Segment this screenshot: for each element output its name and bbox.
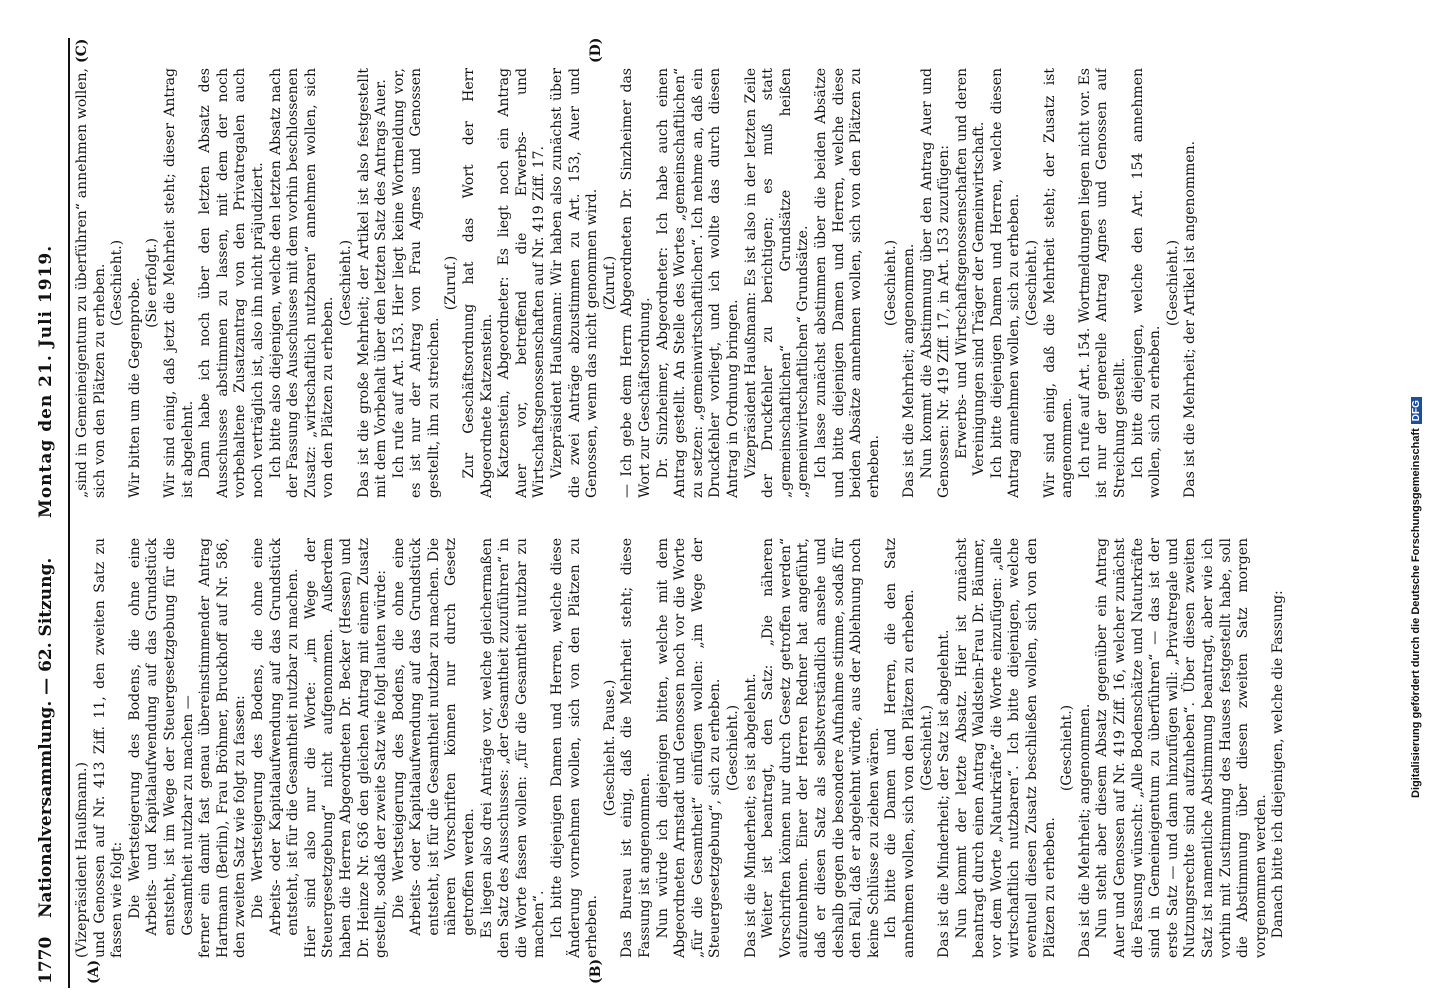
paragraph: Zur Geschäftsordnung hat das Wort der Herr Abgeordnete Katzenstein. — [461, 68, 495, 498]
dfg-logo: DFG — [1411, 397, 1422, 424]
paragraph: Das ist die Minderheit; der Satz ist abgelehnt. — [936, 629, 953, 958]
paragraph: Ich bitte die Damen und Herren, die den Satz annehmen wollen, sich von den Plätzen zu erheben. — [883, 538, 917, 958]
stage-direction: (Geschieht.) — [1059, 704, 1076, 792]
paragraph: Ich lasse zunächst abstimmen über die beiden Absätze und bitte diejenigen Damen und Herren, welche diese beiden Absätze annehmen wollen, sich von den Plätzen zu erheben. — [812, 68, 882, 498]
paragraph: Wir sind einig, daß jetzt die Mehrheit steht; dieser Antrag ist abgelehnt. — [161, 68, 196, 498]
paragraph: Das ist die Mehrheit; der Artikel ist angenommen. — [1182, 140, 1199, 498]
stage-direction: (Geschieht. Pause.) — [601, 679, 618, 817]
paragraph: Nun steht aber diesem Absatz gegenüber ein Antrag Auer und Genossen auf Nr. 419 Ziff. 16, welcher zunächst die Fassung wünscht: „Alle Bodenschätze und Naturkräfte sind in Gemeineigentum zu überführen“ — das ist der erste Satz — und dann hinzufügen will: „Privatregale und Nutzungsrechte sind aufzuheben“. Über diesen zweiten Satz ist namentliche Abstimmung beantragt, aber wie ich vorhin mit Zustimmung des Hauses festgestellt habe, soll die Abstimmung über diesen zweiten Satz morgen vorgenommen werden. — [1094, 538, 1269, 958]
quote-paragraph: Die Wertsteigerung des Bodens, die ohne eine Arbeits- oder Kapitalaufwendung auf das Grundstück entsteht, ist für die Gesamtheit nutzbar zu machen. — [249, 538, 302, 936]
paragraph: Das Bureau ist einig, daß die Mehrheit steht; diese Fassung ist angenommen. — [619, 538, 653, 958]
paragraph: „sind in Gemeineigentum zu überführen“ annehmen wollen, sich von den Plätzen zu erheben. — [74, 68, 108, 498]
page-number: 1770 — [36, 936, 56, 984]
paragraph: Nun kommt die Abstimmung über den Antrag Auer und Genossen: Nr. 419 Ziff. 17, in Art. 153 zuzufügen: — [918, 68, 953, 498]
stage-direction: (Zuruf.) — [443, 255, 460, 311]
stage-direction: (Zuruf.) — [601, 255, 618, 311]
quote-paragraph: Die Wertsteigerung des Bodens, die ohne eine Arbeits- und Kapitalaufwendung auf das Grundstück entsteht, ist im Wege der Steuergesetzgebung für die Gesamtheit nutzbar zu machen — — [126, 538, 196, 936]
paragraph: Dann habe ich noch über den letzten Absatz des Ausschusses abstimmen zu lassen, mit dem der noch vorbehaltene Zusatzantrag von den Privatregalen auch noch verträglich ist, also ihn nicht präjudiziert. — [197, 68, 266, 498]
quote-paragraph: Erwerbs- und Wirtschaftsgenossenschaften und deren Vereinigungen sind Träger der Gemeinwirtschaft. — [953, 68, 988, 476]
paragraph: Nun würde ich diejenigen bitten, welche mit dem Abgeordneten Arnstadt und Genossen noch vor die Worte „für die Gesamtheit“ einfügen wollen: „im Wege der Steuergesetzgebung“, sich zu erheben. — [654, 538, 724, 958]
session-date: Montag den 21. Juli 1919. — [36, 244, 56, 518]
paragraph: Nun kommt der letzte Absatz. Hier ist zunächst beantragt durch einen Antrag Waldstein-Frau Dr. Bäumer, vor dem Worte „Naturkräfte“ die Worte einzufügen: „alle wirtschaftlich nutzbaren“. Ich bitte diejenigen, welche eventuell diesen Zusatz beschließen wollen, sich von den Plätzen zu erheben. — [953, 538, 1058, 958]
paragraph: Wir bitten um die Gegenprobe. — [126, 277, 143, 498]
left-column — [74, 538, 1399, 958]
paragraph: Das ist die Minderheit; es ist abgelehnt. — [742, 673, 759, 958]
rotated-page — [8, 38, 1408, 988]
stage-direction: (Geschieht.) — [918, 704, 935, 792]
paragraph: Weiter ist beantragt, den Satz: „Die näheren Vorschriften können nur durch Gesetz getroffen werden“ aufzunehmen. Einer der Herren Redner hat angeführt, daß er diesen Satz als selbstverständlich ansehe und deshalb gegen die besondere Aufnahme stimme, sodaß für den Fall, daß er abgelehnt würde, aus der Ablehnung noch keine Schlüsse zu ziehen wären. — [760, 538, 882, 958]
speaker-paragraph: Vizepräsident Haußmann: Es ist also in der letzten Zeile der Druckfehler zu berichtigen; es muß statt „gemeinschaftlichen“ Grundsätze heißen „gemeinwirtschaftlichen“ Grundsätze. — [742, 68, 812, 498]
paragraph: Hier sind also nur die Worte: „im Wege der Steuergesetzgebung“ nicht aufgenommen. Außerdem haben die Herren Abgeordneten Dr. Becker (Hessen) und Dr. Heinze Nr. 636 den gleichen Antrag mit einem Zusatz gestellt, sodaß der zweite Satz wie folgt lauten würde: — [302, 538, 390, 958]
paragraph: Ich bitte also diejenigen, welche den letzten Absatz nach der Fassung des Ausschusses mit dem vorhin beschlossenen Zusatz: „wirtschaftlich nutzbaren“ annehmen wollen, sich von den Plätzen zu erheben. — [267, 68, 337, 498]
paragraph: Ich bitte diejenigen Damen und Herren, welche diesen Antrag annehmen wollen, sich zu erheben. — [988, 68, 1023, 498]
speaker-paragraph: Vizepräsident Haußmann: Wir haben also zunächst über die zwei Anträge abzustimmen zu Art. 153, Auer und Genossen, wenn das nicht genommen wird. — [549, 68, 601, 498]
paragraph: Ich rufe auf Art. 154. Wortmeldungen liegen nicht vor. Es ist nur der generelle Antrag Agnes und Genossen auf Streichung gestellt. — [1076, 68, 1129, 498]
stage-direction: (Geschieht.) — [1164, 239, 1181, 327]
stage-direction: (Sie erfolgt.) — [144, 238, 161, 328]
paragraph: Ich rufe auf Art. 153. Hier liegt keine Wortmeldung vor, es ist nur der Antrag von Frau Agnes und Genossen gestellt, ihn zu streichen. — [390, 68, 442, 498]
paragraph: Das ist die Mehrheit; angenommen. — [1076, 703, 1093, 958]
quote-paragraph: Die Wertsteigerung des Bodens, die ohne eine Arbeits- oder Kapitalaufwendung auf das Grundstück entsteht, ist für die Gesamtheit nutzbar zu machen. Die näheren Vorschriften können nur durch Gesetz getroffen werden. — [390, 538, 478, 936]
stage-direction: (Geschieht.) — [883, 239, 900, 327]
stage-direction: (Geschieht.) — [724, 704, 741, 792]
margin-marker-b: (B) — [588, 958, 604, 984]
paragraph: Ich bitte diejenigen, welche den Art. 154 annehmen wollen, sich zu erheben. — [1129, 68, 1164, 498]
dfg-credit — [1410, 18, 1426, 798]
paragraph: Das ist die Mehrheit; angenommen. — [900, 243, 917, 498]
paragraph: ferner ein damit fast genau übereinstimmender Antrag Hartmann (Berlin), Frau Bröhmer, Bruckhoff auf Nr. 586, den zweiten Satz wie folgt zu fassen: — [197, 538, 249, 958]
speaker-paragraph: Dr. Sinzheimer, Abgeordneter: Ich habe auch einen Antrag gestellt. An Stelle des Wortes „gemeinschaftlichen“ zu setzen: „gemeinwirtschaftlichen“. Ich nehme an, daß ein Druckfehler vorliegt, und ich wollte das durch diesen Antrag in Ordnung bringen. — [654, 68, 741, 498]
margin-marker-c: (C) — [74, 38, 90, 63]
paragraph: (Vizepräsident Haußmann.) — [74, 762, 90, 958]
paragraph: Wir sind einig, daß die Mehrheit steht; der Zusatz ist angenommen. — [1041, 68, 1076, 498]
stage-direction: (Geschieht.) — [337, 239, 354, 327]
page-header — [8, 38, 70, 988]
page-title: Nationalversammlung. — 62. Sitzung. — [36, 557, 56, 918]
right-column — [74, 68, 1399, 498]
speaker-paragraph: Katzenstein, Abgeordneter: Es liegt noch ein Antrag Auer vor, betreffend die Erwerbs- und Wirtschaftsgenossenschaften auf Nr. 419 Ziff. 17. — [496, 68, 548, 498]
margin-marker-a: (A) — [86, 959, 102, 984]
paragraph: Ich bitte diejenigen Damen und Herren, welche diese Änderung vornehmen wollen, sich von den Plätzen zu erheben. — [549, 538, 601, 958]
paragraph: Das ist die große Mehrheit; der Artikel ist also festgestellt mit dem Vorbehalt über den letzten Satz des Antrags Auer. — [355, 68, 390, 498]
paragraph: Danach bitte ich diejenigen, welche die Fassung: — [1270, 590, 1287, 939]
stage-direction: (Geschieht.) — [1024, 239, 1041, 327]
margin-marker-d: (D) — [588, 37, 604, 63]
dfg-credit-text: Digitalisierung gefördert durch die Deutsche Forschungsgemeinschaft — [1410, 428, 1422, 798]
dfg-side-note — [1410, 8, 1426, 798]
paragraph: Es liegen also drei Anträge vor, welche gleichermaßen den Satz des Ausschusses: „der Gesamtheit zuzuführen“ in die Worte fassen wollen: „für die Gesamtheit nutzbar zu machen“. — [478, 538, 548, 958]
paragraph: — Ich gebe dem Herrn Abgeordneten Dr. Sinzheimer das Wort zur Geschäftsordnung. — [619, 68, 653, 498]
paragraph: und Genossen auf Nr. 413 Ziff. 11, den zweiten Satz zu fassen wie folgt: — [91, 538, 126, 958]
stage-direction: (Geschieht.) — [109, 239, 126, 327]
